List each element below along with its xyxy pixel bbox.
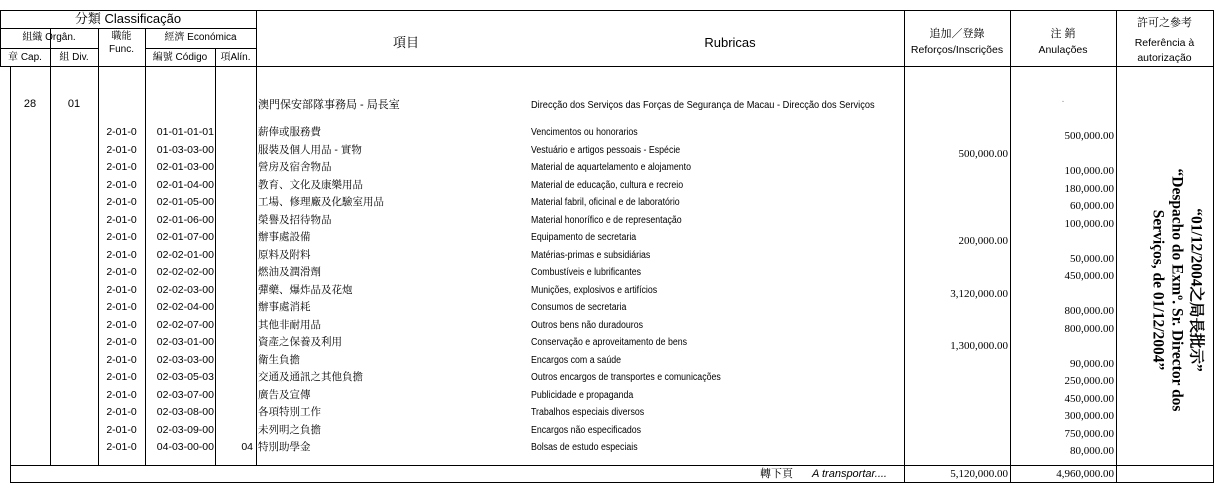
row-alin: 04 — [241, 441, 253, 453]
row-item-zh: 薪俸或服務費 — [258, 126, 321, 138]
row-func: 2-01-0 — [106, 336, 137, 348]
row-anulacao: 450,000.00 — [1064, 270, 1114, 282]
row-anulacao: 450,000.00 — [1064, 392, 1114, 405]
row-anulacao: 60,000.00 — [1070, 200, 1114, 212]
div-header: 組 Div. — [59, 52, 89, 63]
authorization-reference — [1138, 120, 1216, 460]
row-rubrica: Outros encargos de transportes e comunicações — [531, 372, 721, 383]
row-func: 2-01-0 — [106, 196, 137, 208]
row-func: 2-01-0 — [106, 318, 137, 331]
total-anulacoes: 4,960,000.00 — [1056, 468, 1114, 480]
reforcos-pt-header: Reforços/Inscrições — [910, 44, 1004, 56]
row-item-zh: 辦事處消耗 — [258, 301, 311, 313]
row-item-zh: 燃油及潤滑劑 — [258, 266, 321, 278]
row-func: 2-01-0 — [106, 353, 137, 366]
row-rubrica: Material de aquartelamento e alojamento — [531, 162, 691, 173]
reforcos-zh-header: 追加／登錄 — [929, 28, 985, 40]
referencia-pt-header: Referência à — [1134, 37, 1195, 49]
row-item-zh: 交通及通訊之其他負擔 — [258, 371, 363, 383]
row-codigo: 02-03-07-00 — [156, 388, 214, 401]
row-anulacao: 90,000.00 — [1070, 357, 1114, 370]
row-item-zh: 未列明之負擔 — [258, 423, 321, 436]
row-item-zh: 營房及宿舍物品 — [258, 161, 332, 173]
row-func: 2-01-0 — [106, 283, 137, 296]
row-codigo: 02-03-03-00 — [156, 353, 214, 366]
col-line — [10, 66, 11, 483]
row-reforco: 200,000.00 — [958, 235, 1008, 247]
referencia-zh-header: 許可之參考 — [1137, 17, 1192, 29]
row-rubrica: Combustíveis e lubrificantes — [531, 267, 642, 278]
section-rubrica: Direcção dos Serviços das Forças de Segurança de Macau - Direcção dos Serviços — [531, 99, 875, 111]
rubricas-header: Rubricas — [704, 35, 756, 50]
row-item-zh: 特別助學金 — [258, 441, 311, 453]
row-func: 2-01-0 — [106, 178, 137, 191]
row-codigo: 02-03-05-03 — [156, 371, 214, 383]
row-item-zh: 工場、修理廠及化驗室用品 — [258, 196, 384, 208]
row-item-zh: 其他非耐用品 — [258, 318, 321, 331]
row-anulacao: 50,000.00 — [1070, 252, 1114, 265]
row-item-zh: 原料及附料 — [258, 248, 311, 261]
organica-header: 組織 Orgân. — [22, 32, 76, 43]
row-item-zh: 榮譽及招待物品 — [258, 213, 332, 226]
row-item-zh: 服裝及個人用品 - 實物 — [258, 143, 362, 156]
row-func: 2-01-0 — [106, 371, 137, 383]
funcional-header: 職能 — [111, 31, 132, 42]
row-codigo: 02-02-02-00 — [156, 266, 214, 278]
row-reforco: 3,120,000.00 — [950, 287, 1008, 300]
anulacoes-pt-header: Anulações — [1038, 44, 1088, 56]
row-func: 2-01-0 — [106, 301, 137, 313]
cap-header: 章 Cap. — [8, 52, 42, 63]
table-top-border — [0, 10, 1213, 11]
row-rubrica: Outros bens não duradouros — [531, 319, 644, 331]
section-dot: · — [1061, 95, 1065, 107]
row-codigo: 02-03-01-00 — [156, 336, 214, 348]
row-reforco: 500,000.00 — [958, 147, 1008, 160]
row-codigo: 02-03-08-00 — [156, 406, 214, 418]
row-reforco: 1,300,000.00 — [950, 340, 1008, 352]
col-line — [1116, 10, 1117, 483]
alin-header: 項Alín. — [220, 52, 251, 63]
row-func: 2-01-0 — [106, 406, 137, 418]
row-rubrica: Equipamento de secretaria — [531, 232, 637, 243]
row-rubrica: Trabalhos especiais diversos — [531, 407, 645, 418]
row-rubrica: Conservação e aproveitamento de bens — [531, 337, 688, 348]
row-item-zh: 資產之保養及利用 — [258, 336, 342, 348]
classificacao-header: 分類 Classificação — [74, 11, 182, 26]
row-anulacao: 800,000.00 — [1064, 322, 1114, 335]
row-func: 2-01-0 — [106, 143, 137, 156]
row-func: 2-01-0 — [106, 266, 137, 278]
row-func: 2-01-0 — [106, 388, 137, 401]
row-codigo: 02-01-06-00 — [156, 213, 214, 226]
row-codigo: 02-02-07-00 — [156, 318, 214, 331]
section-div: 01 — [67, 98, 81, 110]
row-item-zh: 辦事處設備 — [258, 231, 311, 243]
funcional-pt-header: Func. — [108, 44, 134, 55]
row-item-zh: 彈藥、爆炸品及花炮 — [258, 283, 353, 296]
row-anulacao: 500,000.00 — [1064, 130, 1114, 142]
row-codigo: 02-02-04-00 — [156, 301, 214, 313]
authorization-text: “01/12/2004之局長批示” “Despacho do Exmº. Sr. Director dos Serviços, de 01/12/2004” — [1149, 168, 1205, 412]
row-func: 2-01-0 — [106, 248, 137, 261]
row-codigo: 04-03-00-00 — [156, 441, 214, 453]
section-cap: 28 — [23, 98, 37, 110]
row-anulacao: 800,000.00 — [1064, 305, 1114, 317]
row-rubrica: Vencimentos ou honorarios — [531, 127, 638, 138]
row-anulacao: 300,000.00 — [1064, 410, 1114, 422]
row-codigo: 02-01-07-00 — [156, 231, 214, 243]
codigo-header: 編號 Código — [152, 52, 208, 63]
total-reforcos: 5,120,000.00 — [950, 468, 1008, 480]
row-item-zh: 衛生負擔 — [258, 353, 300, 366]
row-codigo: 02-01-05-00 — [156, 196, 214, 208]
row-anulacao: 250,000.00 — [1064, 375, 1114, 387]
row-codigo: 01-03-03-00 — [156, 143, 214, 156]
footer-label-zh: 轉下頁 — [760, 468, 793, 480]
row-rubrica: Encargos não especificados — [531, 424, 642, 436]
col-line — [256, 10, 257, 465]
item-zh-header: 項目 — [392, 35, 419, 50]
row-func: 2-01-0 — [106, 231, 137, 243]
row-rubrica: Vestuário e artigos pessoais - Espécie — [531, 144, 681, 156]
col-line — [50, 28, 51, 465]
row-codigo: 02-01-03-00 — [156, 161, 214, 173]
row-anulacao: 80,000.00 — [1070, 445, 1114, 457]
col-line — [215, 48, 216, 465]
row-func: 2-01-0 — [106, 161, 137, 173]
row-codigo: 02-03-09-00 — [156, 423, 214, 436]
row-codigo: 02-02-01-00 — [156, 248, 214, 261]
row-rubrica: Consumos de secretaria — [531, 302, 627, 313]
row-func: 2-01-0 — [106, 126, 137, 138]
row-func: 2-01-0 — [106, 213, 137, 226]
row-anulacao: 180,000.00 — [1064, 182, 1114, 195]
row-rubrica: Munições, explosivos e artifícios — [531, 284, 658, 296]
row-rubrica: Matérias-primas e subsidiárias — [531, 249, 651, 261]
row-rubrica: Material fabril, oficinal e de laboratório — [531, 197, 680, 208]
row-rubrica: Bolsas de estudo especiais — [531, 442, 638, 453]
row-anulacao: 750,000.00 — [1064, 427, 1114, 440]
row-codigo: 02-02-03-00 — [156, 283, 214, 296]
referencia-pt2-header: autorização — [1137, 52, 1192, 64]
row-item-zh: 教育、文化及康樂用品 — [258, 178, 363, 191]
anulacoes-zh-header: 注 銷 — [1050, 28, 1076, 40]
row-item-zh: 各項特別工作 — [258, 406, 321, 418]
row-item-zh: 廣告及宣傳 — [258, 388, 311, 401]
economica-header: 經濟 Económica — [164, 32, 237, 43]
row-rubrica: Publicidade e propaganda — [531, 389, 634, 401]
row-anulacao: 100,000.00 — [1064, 217, 1114, 230]
economica-divider — [145, 48, 256, 49]
row-anulacao: 100,000.00 — [1064, 165, 1114, 177]
row-codigo: 01-01-01-01 — [156, 126, 214, 138]
row-func: 2-01-0 — [106, 423, 137, 436]
footer-label-pt: A transportar.... — [812, 468, 887, 480]
section-item-zh: 澳門保安部隊事務局 - 局長室 — [258, 99, 400, 111]
organica-divider — [0, 48, 98, 49]
row-rubrica: Material de educação, cultura e recreio — [531, 179, 684, 191]
classification-divider — [0, 28, 256, 29]
header-bottom-border — [0, 66, 1213, 67]
row-codigo: 02-01-04-00 — [156, 178, 214, 191]
row-rubrica: Material honorífico e de representação — [531, 214, 682, 226]
row-func: 2-01-0 — [106, 441, 137, 453]
row-rubrica: Encargos com a saúde — [531, 354, 622, 366]
